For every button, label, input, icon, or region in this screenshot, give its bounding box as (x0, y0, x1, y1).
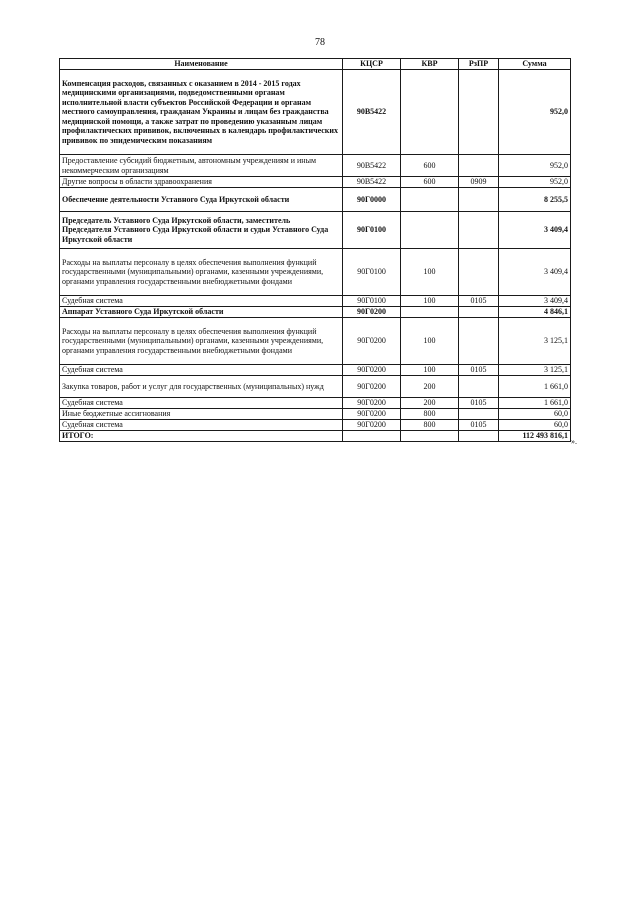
row-kcsr: 90Г0100 (343, 212, 401, 249)
row-rzpr (459, 155, 499, 177)
row-sum: 60,0 (499, 409, 571, 420)
row-kcsr (343, 431, 401, 442)
row-name: Аппарат Уставного Суда Иркутской области (60, 307, 343, 318)
row-rzpr (459, 70, 499, 155)
row-name: Обеспечение деятельности Уставного Суда Иркутской области (60, 188, 343, 212)
row-kcsr: 90Г0200 (343, 307, 401, 318)
row-kvr (401, 431, 459, 442)
row-rzpr: 0105 (459, 365, 499, 376)
row-kcsr: 90Г0200 (343, 420, 401, 431)
row-kvr: 200 (401, 376, 459, 398)
row-sum: 8 255,5 (499, 188, 571, 212)
row-kvr: 600 (401, 155, 459, 177)
table-row (60, 188, 571, 212)
table-header-row (60, 59, 571, 70)
row-kcsr: 90Г0200 (343, 318, 401, 365)
row-rzpr (459, 249, 499, 296)
row-kcsr: 90Г0200 (343, 398, 401, 409)
table-row (60, 398, 571, 409)
row-sum: 952,0 (499, 155, 571, 177)
row-name: Другие вопросы в области здравоохранения (60, 177, 343, 188)
row-name: Расходы на выплаты персоналу в целях обеспечения выполнения функций государственными (муниципальными) органами, казенными учреждениями, органами управления государственными внебюджетными фондами (60, 318, 343, 365)
row-sum: 4 846,1 (499, 307, 571, 318)
row-rzpr (459, 431, 499, 442)
row-kvr (401, 188, 459, 212)
row-name: Судебная система (60, 296, 343, 307)
row-kvr: 100 (401, 296, 459, 307)
row-name: Судебная система (60, 398, 343, 409)
table-row (60, 318, 571, 365)
table-row (60, 70, 571, 155)
row-kvr: 100 (401, 365, 459, 376)
row-name: Закупка товаров, работ и услуг для государственных (муниципальных) нужд (60, 376, 343, 398)
row-kcsr: 90В5422 (343, 155, 401, 177)
row-kvr: 200 (401, 398, 459, 409)
row-kcsr: 90Г0000 (343, 188, 401, 212)
row-rzpr (459, 188, 499, 212)
table-row (60, 177, 571, 188)
header-name: Наименование (60, 59, 343, 70)
table-row (60, 365, 571, 376)
row-kcsr: 90Г0200 (343, 376, 401, 398)
row-sum: 952,0 (499, 177, 571, 188)
closing-quote-mark: ». (571, 437, 577, 446)
row-rzpr (459, 318, 499, 365)
table-row (60, 409, 571, 420)
row-rzpr: 0105 (459, 398, 499, 409)
row-sum: 3 409,4 (499, 249, 571, 296)
row-name: Предоставление субсидий бюджетным, автономным учреждениям и иным некоммерческим организациям (60, 155, 343, 177)
table-row (60, 420, 571, 431)
row-rzpr: 0105 (459, 296, 499, 307)
row-kcsr: 90Г0100 (343, 249, 401, 296)
row-name: Компенсация расходов, связанных с оказанием в 2014 - 2015 годах медицинскими организациями, подведомственными органам исполнительной власти субъектов Российской Федерации и органам местного самоуправления, гражданам Украины и лицам без гражданства медицинской помощи, а также затрат по проведению указанным лицам профилактических прививок, включенных в календарь профилактических прививок по эпидемическим показаниям (60, 70, 343, 155)
row-sum: 1 661,0 (499, 376, 571, 398)
row-name: Судебная система (60, 420, 343, 431)
header-rzpr: РзПР (459, 59, 499, 70)
row-rzpr: 0909 (459, 177, 499, 188)
row-sum: 3 409,4 (499, 212, 571, 249)
row-rzpr (459, 376, 499, 398)
row-name: ИТОГО: (60, 431, 343, 442)
header-kvr: КВР (401, 59, 459, 70)
row-kcsr: 90В5422 (343, 177, 401, 188)
table-row (60, 212, 571, 249)
row-sum: 952,0 (499, 70, 571, 155)
row-rzpr (459, 307, 499, 318)
row-kvr: 800 (401, 409, 459, 420)
row-name: Расходы на выплаты персоналу в целях обеспечения выполнения функций государственными (муниципальными) органами, казенными учреждениями, органами управления государственными внебюджетными фондами (60, 249, 343, 296)
table-row (60, 431, 571, 442)
row-kvr: 600 (401, 177, 459, 188)
row-kvr: 100 (401, 249, 459, 296)
row-sum: 112 493 816,1 (499, 431, 571, 442)
table-row (60, 376, 571, 398)
row-name: Председатель Уставного Суда Иркутской области, заместитель Председателя Уставного Суда Иркутской области и судьи Уставного Суда Иркутской области (60, 212, 343, 249)
table-row (60, 155, 571, 177)
row-name: Судебная система (60, 365, 343, 376)
row-kcsr: 90Г0200 (343, 409, 401, 420)
row-name: Иные бюджетные ассигнования (60, 409, 343, 420)
row-rzpr: 0105 (459, 420, 499, 431)
row-sum: 3 409,4 (499, 296, 571, 307)
page-number: 78 (315, 37, 325, 48)
budget-table (59, 58, 571, 442)
table-row (60, 307, 571, 318)
row-kcsr: 90Г0100 (343, 296, 401, 307)
header-sum: Сумма (499, 59, 571, 70)
row-kvr (401, 212, 459, 249)
row-sum: 3 125,1 (499, 365, 571, 376)
row-sum: 1 661,0 (499, 398, 571, 409)
header-kcsr: КЦСР (343, 59, 401, 70)
table-row (60, 296, 571, 307)
table-row (60, 249, 571, 296)
row-sum: 60,0 (499, 420, 571, 431)
row-rzpr (459, 409, 499, 420)
row-kcsr: 90В5422 (343, 70, 401, 155)
row-kcsr: 90Г0200 (343, 365, 401, 376)
row-kvr: 100 (401, 318, 459, 365)
row-rzpr (459, 212, 499, 249)
row-kvr: 800 (401, 420, 459, 431)
row-kvr (401, 307, 459, 318)
row-kvr (401, 70, 459, 155)
row-sum: 3 125,1 (499, 318, 571, 365)
